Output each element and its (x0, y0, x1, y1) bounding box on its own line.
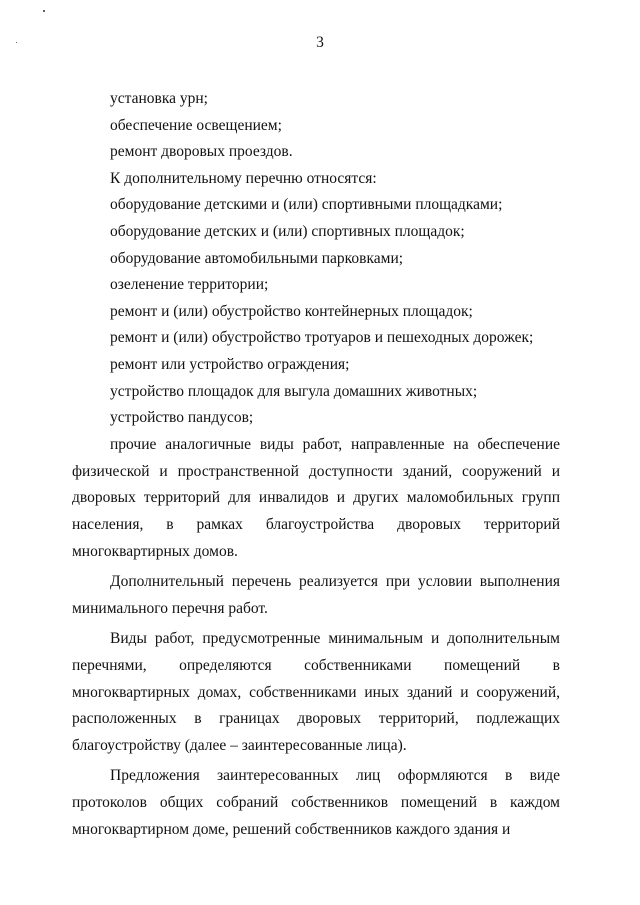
document-body (72, 86, 560, 847)
list-item: оборудование детских и (или) спортивных площадок; (110, 222, 465, 240)
paragraph-additional-list: Дополнительный перечень реализуется при условии выполнения минимального перечня работ. (72, 573, 560, 617)
scan-speck (43, 10, 45, 12)
list-heading: К дополнительному перечню относятся: (110, 169, 377, 187)
paragraph-types-of-work: Виды работ, предусмотренные минимальным и дополнительным перечнями, определяются собственниками помещений в многоквартирных домах, собственниками иных зданий и сооружений, расположенных в границах дворовых территорий, подлежащих благоустройству (далее – заинтересованные лица). (72, 630, 560, 754)
list-item: ремонт дворовых проездов. (110, 143, 293, 161)
list-item: оборудование автомобильными парковками; (110, 249, 404, 267)
list-item: устройство площадок для выгула домашних животных; (110, 382, 478, 400)
page-number: 3 (316, 34, 324, 51)
list-item: установка урн; (110, 90, 208, 107)
list-item: обеспечение освещением; (110, 116, 282, 134)
list-item: озеленение территории; (110, 276, 269, 294)
paragraph-other-works: прочие аналогичные виды работ, направленные на обеспечение физической и пространственной доступности зданий, сооружений и дворовых территорий для инвалидов и других маломобильных групп населения, в рамках благоустройства дворовых территорий многоквартирных домов. (72, 436, 560, 560)
list-item: устройство пандусов; (110, 409, 254, 427)
list-item: ремонт и (или) обустройство тротуаров и пешеходных дорожек; (110, 329, 534, 347)
list-item: ремонт и (или) обустройство контейнерных площадок; (110, 302, 473, 320)
paragraph-proposals: Предложения заинтересованных лиц оформляются в виде протоколов общих собраний собственников помещений в каждом многоквартирном доме, решений собственников каждого здания и (72, 767, 560, 838)
list-item: ремонт или устройство ограждения; (110, 355, 350, 373)
list-item: оборудование детскими и (или) спортивными площадками; (110, 196, 503, 214)
